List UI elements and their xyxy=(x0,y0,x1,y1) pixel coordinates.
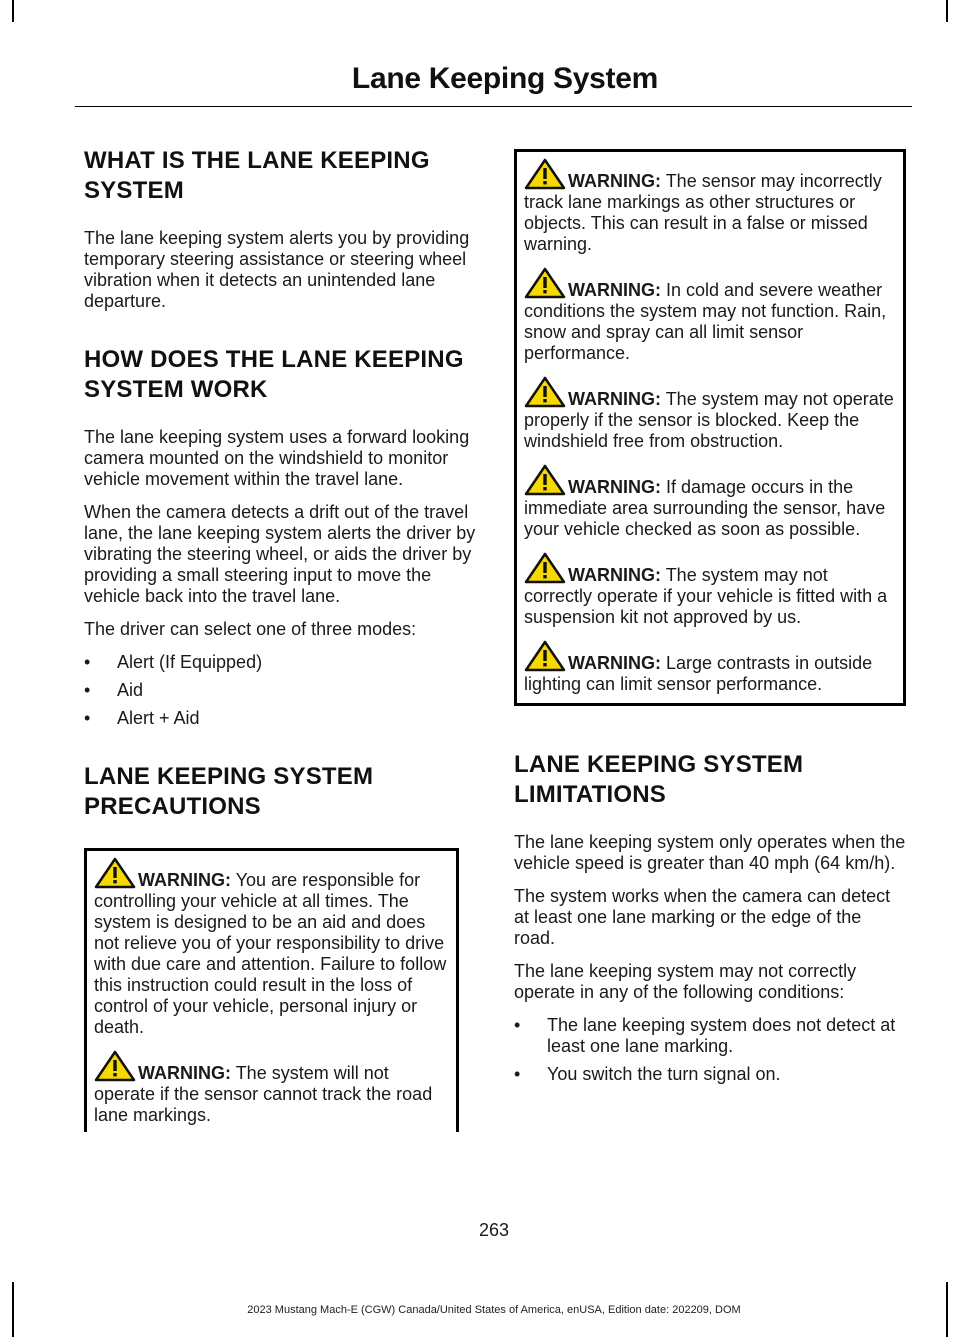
list-item: • You switch the turn signal on. xyxy=(514,1064,781,1084)
how-does-text-2: When the camera detects a drift out of the travel lane, the lane keeping system alerts the driver by vibrating the steering wheel, or aids the driver by providing a small steering input to move the vehicle back into the travel lane. xyxy=(84,502,476,606)
what-is-text: The lane keeping system alerts you by providing temporary steering assistance or steering wheel vibration when it detects an unintended lane departure. xyxy=(84,228,470,311)
modes-list xyxy=(84,652,476,729)
limitations-text-2: The system works when the camera can detect at least one lane marking or the edge of the road. xyxy=(514,886,891,948)
crop-mark-top-left xyxy=(12,0,14,22)
limitations-text-1: The lane keeping system only operates when the vehicle speed is greater than 40 mph (64 km/h). xyxy=(514,832,906,873)
warning-item: WARNING: Large contrasts in outside lighting can limit sensor performance. xyxy=(524,640,896,695)
crop-mark-top-right xyxy=(946,0,948,22)
warning-box-precautions xyxy=(84,848,459,1132)
warning-item: WARNING: You are responsible for controlling your vehicle at all times. The system is designed to be an aid and does not relieve you of your responsibility to drive with due care and attention. Failure to follow this instruction could result in the loss of control of your vehicle, personal injury or death. xyxy=(94,857,449,1038)
list-item: • Alert (If Equipped) xyxy=(84,652,263,672)
warning-item: WARNING: If damage occurs in the immediate area surrounding the sensor, have your vehicle checked as soon as possible. xyxy=(524,464,896,540)
list-item: • The lane keeping system does not detect at least one lane marking. xyxy=(514,1015,896,1056)
heading-how-does: HOW DOES THE LANE KEEPING SYSTEM WORK xyxy=(84,346,464,403)
warning-triangle-icon xyxy=(524,552,566,584)
warning-triangle-icon xyxy=(524,376,566,408)
right-column xyxy=(514,149,906,1085)
warning-box-sensor xyxy=(514,149,906,706)
how-does-text-3: The driver can select one of three modes: xyxy=(84,619,417,639)
limitations-text-3: The lane keeping system may not correctly operate in any of the following conditions: xyxy=(514,961,857,1002)
heading-limitations: LANE KEEPING SYSTEM LIMITATIONS xyxy=(514,751,804,808)
warning-triangle-icon xyxy=(524,640,566,672)
warning-item: WARNING: The system may not operate properly if the sensor is blocked. Keep the windshield free from obstruction. xyxy=(524,376,896,452)
heading-precautions: LANE KEEPING SYSTEM PRECAUTIONS xyxy=(84,763,374,820)
warning-item: WARNING: In cold and severe weather conditions the system may not function. Rain, snow and spray can all limit sensor performance. xyxy=(524,267,896,364)
how-does-text-1: The lane keeping system uses a forward looking camera mounted on the windshield to monitor vehicle movement within the travel lane. xyxy=(84,427,470,489)
warning-triangle-icon xyxy=(524,464,566,496)
warning-triangle-icon xyxy=(524,158,566,190)
left-column xyxy=(84,146,476,1132)
page-number: 263 xyxy=(478,1220,510,1240)
warning-item: WARNING: The system will not operate if the sensor cannot track the road lane markings. xyxy=(94,1050,449,1126)
list-item: • Aid xyxy=(84,680,144,700)
list-item: • Alert + Aid xyxy=(84,708,200,728)
page-header-title: Lane Keeping System xyxy=(351,62,658,95)
conditions-list xyxy=(514,1015,906,1085)
header-rule xyxy=(75,106,912,107)
footer-edition: 2023 Mustang Mach-E (CGW) Canada/United States of America, enUSA, Edition date: 202209, DOM xyxy=(247,1304,741,1316)
warning-triangle-icon xyxy=(94,857,136,889)
warning-triangle-icon xyxy=(94,1050,136,1082)
heading-what-is: WHAT IS THE LANE KEEPING SYSTEM xyxy=(84,147,430,204)
warning-item: WARNING: The system may not correctly operate if your vehicle is fitted with a suspension kit not approved by us. xyxy=(524,552,896,628)
warning-triangle-icon xyxy=(524,267,566,299)
warning-item: WARNING: The sensor may incorrectly track lane markings as other structures or objects. This can result in a false or missed warning. xyxy=(524,158,896,255)
